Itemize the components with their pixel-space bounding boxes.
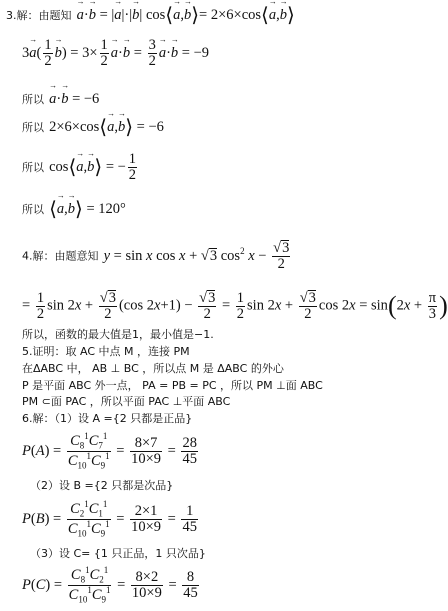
pb-result-num: 1 <box>181 504 198 520</box>
pa-den: 10×9 <box>131 451 162 468</box>
q5-label: 5.证明：取 AC 中点 M ，连接 PM <box>22 345 190 358</box>
pb-result-den: 45 <box>182 519 197 536</box>
q3-line2: 3→ a( $\frac{1}{2}$ → b) = 3× $\frac{1}{2}$ → a·→ b = $\frac{3}{2}$ → a·→ b = −9 <box>22 38 209 69</box>
pc-result-num: 8 <box>182 570 199 586</box>
q4-line1: 4.解：由题意知 y = sin x cos x + √3 $\cos^2 x$ − $\frac{√3}{2}$ <box>22 240 290 273</box>
pc-num: 8×2 <box>131 570 163 586</box>
q6-label: 6.解：（1）设 A ={2 只都是正品} <box>22 412 193 425</box>
q6-pc: P(C) = $\frac{C_8^1C_2^1}{C_{10}^1C_9^1}$ = $\frac{8\times 2}{10\times 9}$ = $\frac{8}{45}$ <box>22 565 198 605</box>
q3-label: 3.解：由题知 <box>6 9 72 22</box>
pc-result-den: 45 <box>183 585 198 602</box>
pc-den: 10×9 <box>131 585 162 602</box>
q3-line4-tail: = −6 <box>136 119 164 135</box>
q3-line5-prefix: 所以 <box>22 161 44 175</box>
q3-line6-prefix: 所以 <box>22 203 44 216</box>
q4-label: 4.解：由题意知 <box>22 249 99 263</box>
q5-line3: PM ⊂面 PAC ，所以平面 PAC ⊥平面 ABC <box>22 395 231 408</box>
q5-line2: P 是平面 ABC 外一点， PA = PB = PC ，所以 PM ⊥面 ABC <box>22 379 323 392</box>
q6-part3: （3）设 C= {1 只正品，1 只次品} <box>30 547 206 560</box>
pa-num: 8×7 <box>130 436 162 452</box>
q3-line6: 所以 ⟨→ a,→ b⟩ = 120° <box>22 200 126 218</box>
q3-line4-prefix: 所以 <box>22 121 44 134</box>
q6-pb: P(B) = $\frac{C_2^1C_1^1}{C_{10}^1C_9^1}$ = $\frac{2\times 1}{10\times 9}$ = $\frac{1}{45}$ <box>22 499 197 539</box>
q3-line1 <box>6 4 295 27</box>
pa-result-den: 45 <box>182 451 197 468</box>
q3-formula1: → a·→ b = |→ a|·|→ b| cos⟨→ a,→ b⟩= 2×6×cos⟨→ a,→ b⟩ <box>77 7 295 23</box>
q3-line4: 所以 2×6×cos⟨→ a,→ b⟩ = −6 <box>22 118 164 136</box>
q6-pa: P(A) = $\frac{C_8^1C_7^1}{C_{10}^1C_9^1}$ = $\frac{8\times 7}{10\times 9}$ = $\frac{28}{45}$ <box>22 431 197 471</box>
pb-den: 10×9 <box>131 519 162 536</box>
q3-line1-tail: = 2×6×cos <box>199 7 262 23</box>
pa-result-num: 28 <box>182 434 197 451</box>
pb-num: 2×1 <box>130 504 162 520</box>
q3-line5: 所以 cos⟨→ a,→ b⟩ = − $\frac{1}{2}$ <box>22 152 139 183</box>
q3-line3-tail: = −6 <box>72 91 100 107</box>
q4-line2: = $\frac{1}{2}$ sin 2x + $\frac{√3}{2}$ (cos 2x+1) − $\frac{√3}{2}$ = $\frac{1}{2}$ sin 2x + $\frac{√3}{2}$ cos 2x = sin(2x + $\frac{\pi}{3}$ ) <box>22 289 448 323</box>
q3-line3: 所以 → a·→ b = −6 <box>22 90 99 107</box>
q6-part2: （2）设 B ={2 只都是次品} <box>30 479 174 492</box>
q4-conclusion: 所以，函数的最大值是1，最小值是−1. <box>22 328 214 341</box>
q5-line1: 在ΔABC 中， AB ⊥ BC ，所以点 M 是 ΔABC 的外心 <box>22 362 284 375</box>
q3-line3-prefix: 所以 <box>22 93 44 106</box>
